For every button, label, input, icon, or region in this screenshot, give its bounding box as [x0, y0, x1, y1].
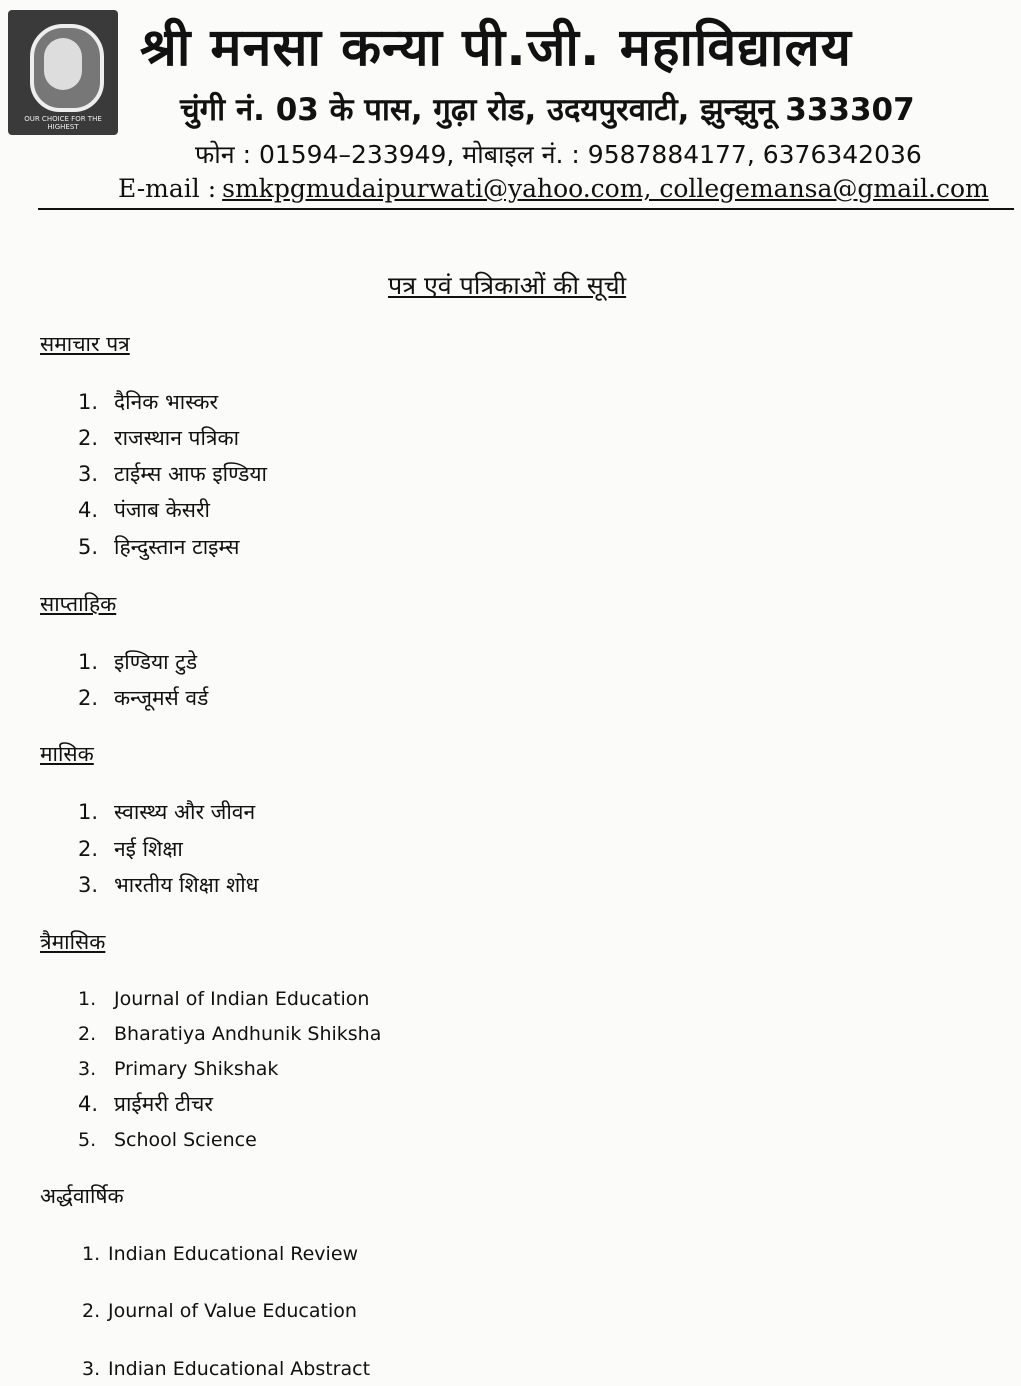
- section-heading-quarterly: त्रैमासिक: [40, 930, 106, 954]
- email-line: [118, 174, 989, 203]
- college-name: श्री मनसा कन्या पी.जी. महाविद्यालय: [140, 18, 852, 78]
- list-item: 4. पंजाब केसरी: [78, 498, 210, 522]
- list-item: 1. Journal of Indian Education: [78, 988, 370, 1010]
- list-item: 2. कन्जूमर्स वर्ड: [78, 686, 209, 710]
- list-item: 3. टाईम्स आफ इण्डिया: [78, 462, 267, 486]
- list-item: 2. नई शिक्षा: [78, 837, 183, 861]
- list-item: 2. राजस्थान पत्रिका: [78, 426, 240, 450]
- email-addresses[interactable]: smkpgmudaipurwati@yahoo.com, collegemansa@gmail.com: [222, 174, 989, 203]
- list-item: 5. हिन्दुस्तान टाइम्स: [78, 535, 240, 559]
- college-address: चुंगी नं. 03 के पास, गुढ़ा रोड, उदयपुरवाटी, झुन्झुनू 333307: [180, 92, 915, 128]
- document-title: पत्र एवं पत्रिकाओं की सूची: [388, 271, 627, 300]
- logo-motto: OUR CHOICE FOR THE HIGHEST: [24, 115, 102, 131]
- list-item: 2. Bharatiya Andhunik Shiksha: [78, 1023, 382, 1045]
- logo-emblem-icon: [44, 38, 82, 90]
- list-item: 3. भारतीय शिक्षा शोध: [78, 873, 259, 897]
- section-heading-monthly: मासिक: [40, 742, 94, 766]
- section-heading-half-yearly: अर्द्धवार्षिक: [40, 1184, 124, 1208]
- list-item: 3. Primary Shikshak: [78, 1058, 279, 1080]
- list-item: 4. प्राईमरी टीचर: [78, 1092, 213, 1116]
- email-label: E-mail :: [118, 174, 217, 203]
- section-heading-weekly: साप्ताहिक: [40, 592, 117, 616]
- list-item: 1. दैनिक भास्कर: [78, 390, 219, 414]
- section-heading-newspapers: समाचार पत्र: [40, 332, 130, 356]
- college-logo: [8, 10, 118, 135]
- list-item: 2. Journal of Value Education: [82, 1300, 357, 1322]
- list-item: 1. इण्डिया टुडे: [78, 650, 198, 674]
- list-item: 3. Indian Educational Abstract: [82, 1358, 371, 1380]
- header-divider: [38, 208, 1014, 210]
- list-item: 1. Indian Educational Review: [82, 1243, 359, 1265]
- list-item: 5. School Science: [78, 1129, 257, 1151]
- list-item: 1. स्वास्थ्य और जीवन: [78, 800, 256, 824]
- phone-line: फोन : 01594–233949, मोबाइल नं. : 9587884177, 6376342036: [195, 140, 922, 169]
